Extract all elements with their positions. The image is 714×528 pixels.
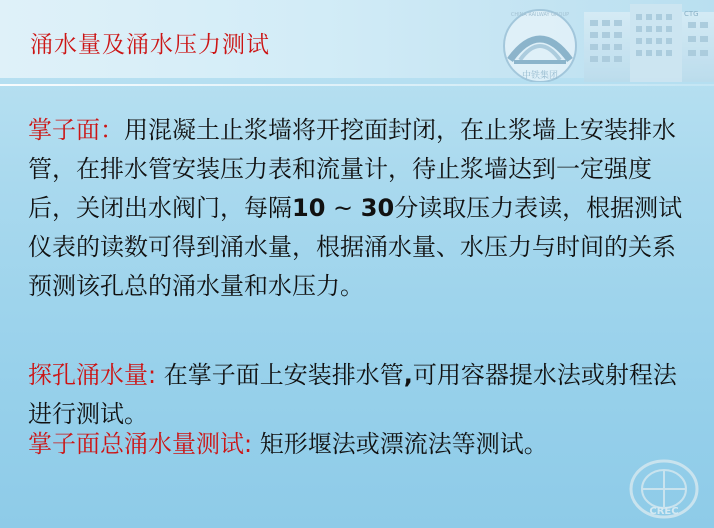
paragraph-total-inflow (28, 425, 696, 464)
probe-text-a: 在掌子面上安装排水管 (156, 361, 404, 389)
lead-probe-hole: 探孔涌水量: (28, 361, 157, 389)
interval-max: 30 (360, 194, 395, 222)
building-picture (584, 4, 714, 82)
svg-text:CHINA RAILWAY GROUP: CHINA RAILWAY GROUP (510, 12, 570, 18)
body-text-c: 分读取压力表读，根据测试仪表的读数可得到涌水量，根据涌水量、水压力与时间的关系预测该孔总的涌水量和水压力。 (28, 194, 683, 300)
emblem-icon (504, 10, 576, 82)
lead-tunnel-face: 掌子面： (28, 116, 124, 144)
company-logo (462, 0, 714, 82)
probe-text-b: 可用容器提水法或射程法进行测试。 (28, 361, 677, 428)
svg-text:CTG: CTG (684, 10, 699, 18)
body-text-a: 用混凝土止浆墙将开挖面封闭，在止浆墙上安装排水管，在排水管安装压力表和流量计，待止浆墙达到一定强度后，关闭出水阀门，每隔 (28, 116, 676, 222)
interval-min: 10 (292, 194, 326, 222)
total-inflow-text: 矩形堰法或漂流法等测试。 (252, 430, 548, 458)
probe-comma: , (403, 361, 413, 389)
paragraph-tunnel-face (28, 111, 696, 306)
lead-total-inflow: 掌子面总涌水量测试: (28, 430, 253, 458)
header-divider (0, 84, 714, 86)
crec-watermark-icon (628, 458, 700, 520)
paragraph-probe-hole (28, 356, 696, 434)
svg-text:中铁集团: 中铁集团 (521, 71, 559, 81)
svg-text:CREC: CREC (649, 506, 679, 517)
slide-title: 涌水量及涌水压力测试 (30, 32, 270, 58)
range-separator: ~ (325, 194, 361, 222)
